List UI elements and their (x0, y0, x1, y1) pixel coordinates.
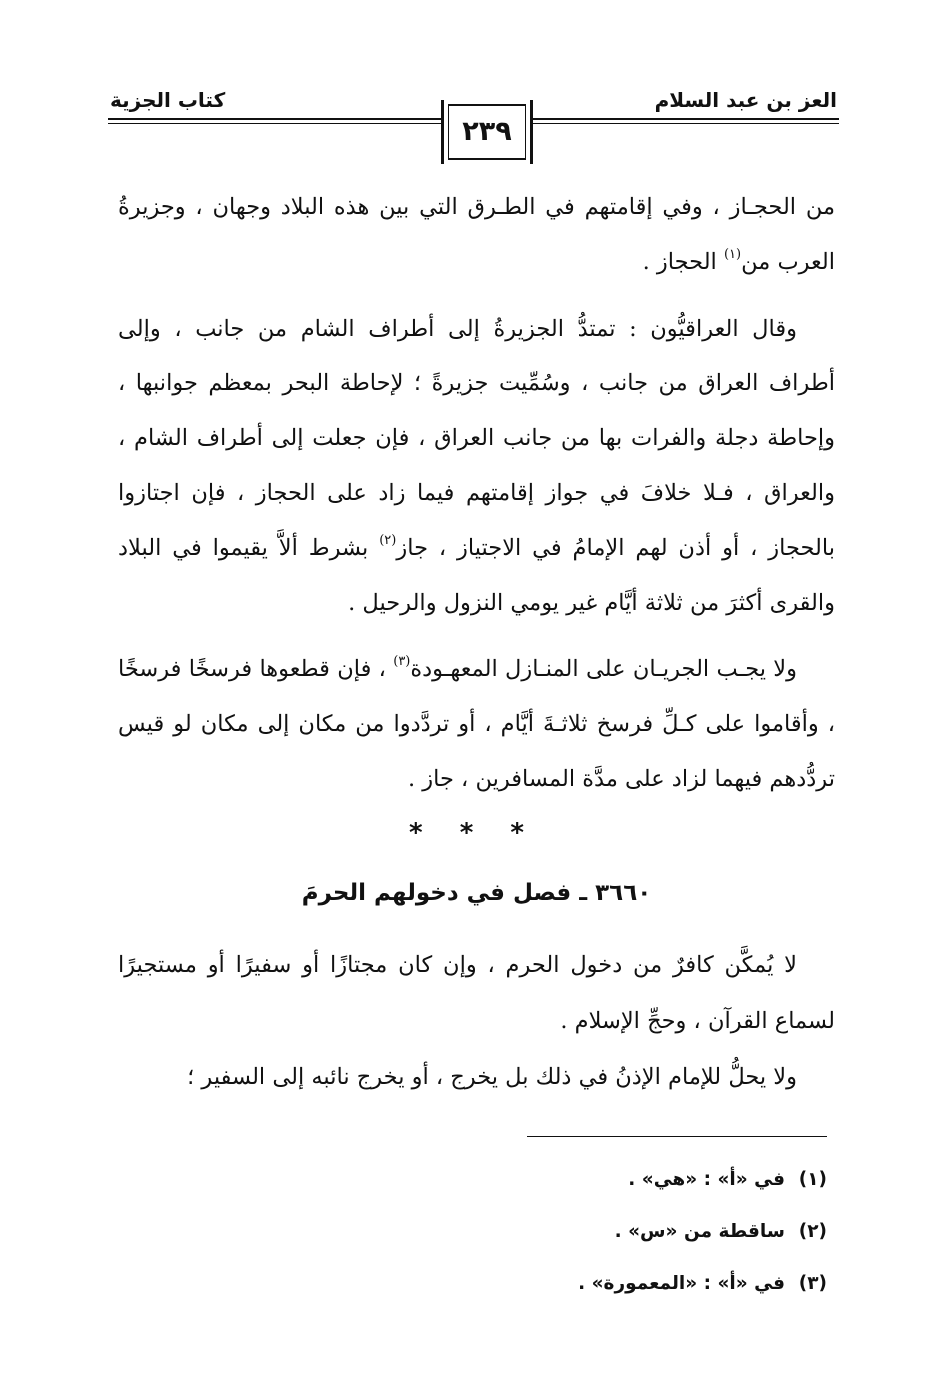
text-run: ، فإن قطعوها فرسخًا فرسخًا ، وأقاموا على كـلِّ فرسخ ثلاثـةَ أيَّام ، أو تردَّدوا من مكان إلى مكان لو قيس تردُّدهم فيهما لزاد على مدَّة المسافرين ، جاز . (118, 656, 835, 792)
main-text (118, 180, 835, 819)
footnote-item (300, 1206, 827, 1258)
footnote-rule (527, 1136, 827, 1137)
paragraph-1 (118, 180, 835, 290)
text-run: وقال العراقيُّون : تمتدُّ الجزيرةُ إلى أطراف الشام من جانب ، وإلى أطراف العراق من جانب ، وسُمِّيت جزيرةً ؛ لإحاطة البحر بمعظم جوانبها ، وإحاطة دجلة والفرات بها من جانب العراق ، فإن جعلت إلى أطراف الشام ، والعراق ، فـلا خلافَ في جواز إقامتهم فيما زاد على الحجاز ، فإن اجتازوا بالحجاز ، أو أذن لهم الإمامُ في الاجتياز ، جاز (118, 315, 835, 561)
page-number: ٢٣٩ (462, 116, 512, 147)
footnote-item (300, 1154, 827, 1206)
footnote-text: في «أ» : «هي» . (628, 1169, 785, 1190)
text-run: الحجاز . (642, 248, 724, 275)
footnote-ref-1: (١) (723, 246, 742, 262)
text-run: من الحجـاز ، وفي إقامتهم في الطـرق التي بين هذه البلاد وجهان ، وجزيرةُ العرب من (118, 194, 835, 275)
section-text (118, 937, 835, 1105)
paragraph-2 (118, 302, 835, 631)
running-header (108, 86, 839, 166)
footnote-text: ساقطة من «س» . (614, 1221, 785, 1242)
footnote-number: (١) (798, 1169, 827, 1190)
footnote-text: في «أ» : «المعمورة» . (578, 1273, 785, 1294)
section-title: ٣٦٦٠ ـ فصل في دخولهم الحرمَ (301, 880, 652, 906)
paragraph-3 (118, 642, 835, 806)
footnotes (300, 1154, 827, 1310)
section-paragraph-2: ولا يحلُّ للإمام الإذنُ في ذلك بل يخرج ، أو يخرج نائبه إلى السفير ؛ (187, 1064, 797, 1090)
section-separator: * * * (409, 818, 538, 848)
footnote-item (300, 1258, 827, 1310)
section-paragraph-1: لا يُمكَّن كافرٌ من دخول الحرم ، وإن كان مجتازًا أو سفيرًا أو مستجيرًا لسماع القرآن ، وحجِّ الإسلام . (118, 952, 835, 1034)
header-book-section: كتاب الجزية (110, 88, 226, 112)
footnote-ref-2: (٢) (379, 532, 397, 548)
text-run: بشرط ألاَّ يقيموا في البلاد والقرى أكثرَ من ثلاثة أيَّام غير يومي النزول والرحيل . (118, 534, 835, 616)
footnote-number: (٢) (798, 1221, 827, 1242)
text-run: ولا يجـب الجريـان على المنـازل المعهـودة (410, 656, 797, 683)
header-author: العز بن عبد السلام (654, 88, 837, 112)
footnote-number: (٣) (798, 1273, 827, 1294)
footnote-ref-3: (٣) (393, 654, 411, 670)
page-number-frame (441, 100, 533, 164)
